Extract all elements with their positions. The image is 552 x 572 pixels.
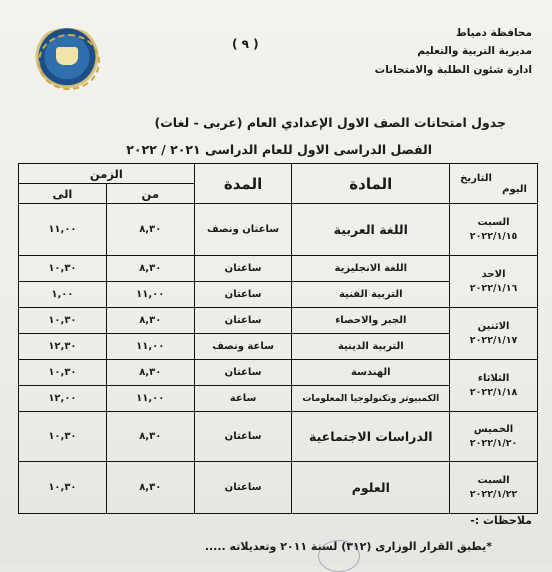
- day-cell: الثلاثاء ٢٠٢٢/١/١٨: [450, 360, 538, 412]
- from-cell: ٨,٣٠: [106, 360, 194, 386]
- ministry-logo-icon: [26, 28, 108, 92]
- table-row: [19, 256, 538, 282]
- subject-cell: اللغة العربية: [292, 204, 450, 256]
- duration-cell: ساعتان: [194, 412, 292, 462]
- from-cell: ٨,٣٠: [106, 256, 194, 282]
- table-row: [19, 412, 538, 462]
- page-number: ( ٩ ): [232, 37, 259, 51]
- subject-cell: الهندسة: [292, 360, 450, 386]
- subject-cell: التربية الفنية: [292, 282, 450, 308]
- from-cell: ١١,٠٠: [106, 282, 194, 308]
- duration-cell: ساعتان: [194, 282, 292, 308]
- duration-cell: ساعتان: [194, 462, 292, 514]
- day-cell: الاثنين ٢٠٢٢/١/١٧: [450, 308, 538, 360]
- signature-stamp-icon: [318, 540, 360, 572]
- header-duration: المدة: [194, 164, 292, 204]
- title-line1: جدول امتحانات الصف الاول الإعدادي العام (عربى - لغات): [154, 115, 506, 130]
- header-time: الزمن: [19, 164, 195, 184]
- header-to: الى: [19, 184, 107, 204]
- header-from: من: [106, 184, 194, 204]
- table-row: [19, 204, 538, 256]
- day-cell: السبت ٢٠٢٢/١/٢٢: [450, 462, 538, 514]
- to-cell: ١١,٠٠: [19, 204, 107, 256]
- subject-cell: الكمبيوتر وتكنولوجيا المعلومات: [292, 386, 450, 412]
- duration-cell: ساعتان: [194, 308, 292, 334]
- to-cell: ١٠,٣٠: [19, 256, 107, 282]
- title-line2: الفصل الدراسى الاول للعام الدراسى ٢٠٢١ / ٢٠٢٢: [126, 142, 432, 157]
- from-cell: ١١,٠٠: [106, 334, 194, 360]
- duration-cell: ساعة ونصف: [194, 334, 292, 360]
- header-date: التاريخ: [460, 172, 492, 184]
- to-cell: ١٢,٠٠: [19, 386, 107, 412]
- notes-label: ملاحظات :-: [470, 514, 532, 527]
- header-department: ادارة شئون الطلبة والامتحانات: [374, 64, 532, 76]
- day-cell: السبت ٢٠٢٢/١/١٥: [450, 204, 538, 256]
- duration-cell: ساعة: [194, 386, 292, 412]
- subject-cell: التربية الدينية: [292, 334, 450, 360]
- table-row: [19, 360, 538, 386]
- day-cell: الخميس ٢٠٢٢/١/٢٠: [450, 412, 538, 462]
- from-cell: ٨,٣٠: [106, 204, 194, 256]
- to-cell: ١٢,٣٠: [19, 334, 107, 360]
- header-subject: المادة: [292, 164, 450, 204]
- notes-line1: *يطبق القرار الوزارى (٣١٢) لسنة ٢٠١١ وتعديلاته .....: [204, 540, 492, 553]
- duration-cell: ساعتان: [194, 256, 292, 282]
- from-cell: ٨,٣٠: [106, 308, 194, 334]
- duration-cell: ساعتان: [194, 360, 292, 386]
- header-directorate: مديرية التربية والتعليم: [417, 45, 532, 57]
- exam-schedule-table: [18, 163, 538, 514]
- table-row: [19, 462, 538, 514]
- subject-cell: العلوم: [292, 462, 450, 514]
- header-date-day: [450, 164, 538, 204]
- from-cell: ٨,٣٠: [106, 412, 194, 462]
- subject-cell: الدراسات الاجتماعية: [292, 412, 450, 462]
- duration-cell: ساعتان ونصف: [194, 204, 292, 256]
- subject-cell: اللغة الانجليزية: [292, 256, 450, 282]
- subject-cell: الجبر والاحصاء: [292, 308, 450, 334]
- header-governorate: محافظة دمياط: [455, 27, 532, 39]
- from-cell: ٨,٣٠: [106, 462, 194, 514]
- header-day: اليوم: [502, 183, 527, 195]
- to-cell: ١٠,٣٠: [19, 412, 107, 462]
- from-cell: ١١,٠٠: [106, 386, 194, 412]
- table-row: [19, 308, 538, 334]
- to-cell: ١,٠٠: [19, 282, 107, 308]
- day-cell: الاحد ٢٠٢٢/١/١٦: [450, 256, 538, 308]
- to-cell: ١٠,٣٠: [19, 308, 107, 334]
- to-cell: ١٠,٣٠: [19, 462, 107, 514]
- to-cell: ١٠,٣٠: [19, 360, 107, 386]
